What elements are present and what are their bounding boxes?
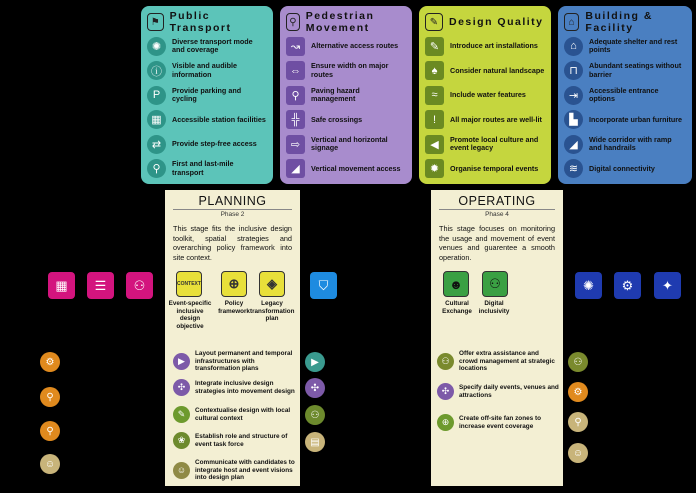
building-facility-item-label: Incorporate urban furniture [589, 114, 683, 124]
pedestrian-movement-item [286, 83, 406, 108]
document-icon: ▤ [305, 432, 325, 452]
pedestrian-movement-header [286, 10, 406, 34]
planning-step [173, 379, 295, 396]
design-quality-item-icon: ✹ [425, 159, 444, 178]
operating-description: This stage focuses on monitoring the usage and movement of event venues and guarentee a smooth operation. [439, 224, 555, 262]
operating-tool-icon: ⚇ [482, 271, 508, 297]
planning-tool-icon: CONTEXT [176, 271, 202, 297]
pedestrian-movement-title: Pedestrian Movement [305, 10, 375, 34]
public-transport-item-label: Visible and audible information [172, 61, 237, 79]
design-quality-item [425, 157, 545, 182]
lightbulb-icon: ✦ [654, 272, 681, 299]
planning-tool-label: Legacy transformation plan [250, 300, 295, 322]
public-transport-item-icon: ⇄ [147, 135, 166, 154]
operating-phase: Phase 4 [485, 211, 509, 218]
design-quality-item-icon: ! [425, 110, 444, 129]
public-transport-item [147, 157, 267, 182]
design-quality-header [425, 10, 545, 34]
pedestrian-movement-item [286, 34, 406, 59]
building-facility-item-label: Accessible entrance options [589, 85, 659, 104]
planning-step-icon: ✎ [173, 406, 190, 423]
gears-icon: ⚙ [40, 352, 60, 372]
pedestrian-movement-item-icon: ⇔ [286, 61, 305, 80]
network-icon: ✣ [305, 378, 325, 398]
public-transport-panel [141, 6, 273, 184]
design-quality-panel [419, 6, 551, 184]
design-quality-item-label: Consider natural landscape [450, 65, 545, 75]
public-transport-item [147, 83, 267, 108]
pedestrian-movement-item [286, 59, 406, 84]
planning-step [173, 459, 295, 482]
design-quality-item [425, 83, 545, 108]
public-transport-item-label: Provide parking and cycling [172, 85, 242, 104]
pedestrian-movement-item-label: Vertical and horizontal signage [311, 134, 388, 153]
planning-step-text: Layout permanent and temporal infrastructures with transformation plans [195, 350, 293, 373]
planning-tool-icon: ⊕ [221, 271, 247, 297]
planning-step-text: Contextualise design with local cultural context [195, 406, 291, 422]
public-transport-item-icon: ▦ [147, 110, 166, 129]
operating-tool-label: Cultural Exchange [442, 300, 472, 315]
public-transport-item-label: Provide step-free access [172, 139, 257, 148]
search-icon: ⚲ [40, 387, 60, 407]
design-quality-item [425, 108, 545, 133]
operating-tool-label: Digital inclusivity [478, 300, 510, 315]
pedestrian-movement-item [286, 157, 406, 182]
planning-step-icon: ▶ [173, 353, 190, 370]
building-facility-item-icon: ▙ [564, 110, 583, 129]
planning-title: PLANNING [173, 194, 292, 210]
design-quality-item [425, 59, 545, 84]
operating-step [437, 350, 559, 373]
public-transport-item [147, 59, 267, 84]
design-quality-item-label: Promote local culture and event legacy [450, 134, 539, 153]
public-transport-header [147, 10, 267, 34]
design-quality-item-label: Include water features [450, 90, 526, 99]
design-quality-item-icon: ♠ [425, 61, 444, 80]
public-transport-item-label: Accessible station facilities [172, 114, 266, 124]
design-quality-item-label: Introduce art installations [450, 41, 538, 50]
search-icon: ⚲ [568, 412, 588, 432]
building-facility-item-icon: ⌂ [564, 37, 583, 56]
planning-step [173, 350, 295, 373]
building-facility-item-label: Abundant seatings without barrier [589, 61, 682, 79]
public-transport-item [147, 108, 267, 133]
design-quality-item [425, 132, 545, 157]
pedestrian-movement-item [286, 132, 406, 157]
public-transport-item-label: First and last-mile transport [172, 159, 234, 177]
public-transport-item-icon: ⚲ [147, 159, 166, 178]
pedestrian-movement-item-icon: ╬ [286, 110, 305, 129]
operating-stage [431, 190, 563, 486]
shield-icon: ⛉ [310, 272, 337, 299]
public-transport-item-label: Diverse transport mode and coverage [172, 36, 253, 55]
building-facility-item [564, 83, 686, 108]
planning-step-text: Integrate inclusive design strategies into movement design [195, 379, 295, 395]
gears-icon: ⚙ [568, 382, 588, 402]
building-facility-item-label: Adequate shelter and rest points [589, 36, 678, 55]
building-facility-item [564, 108, 686, 133]
building-facility-panel [558, 6, 692, 184]
design-quality-title: Design Quality [449, 16, 544, 28]
building-facility-item-icon: ◢ [564, 135, 583, 154]
people-icon: ⚇ [305, 405, 325, 425]
gear-icon: ⚙ [614, 272, 641, 299]
public-transport-item-icon: P [147, 86, 166, 105]
operating-tool-icon: ☻ [443, 271, 469, 297]
building-facility-item [564, 157, 686, 182]
planning-step-icon: ☺ [173, 462, 190, 479]
design-quality-item-label: Organise temporal events [450, 163, 539, 173]
operating-step-text: Create off-site fan zones to increase event coverage [459, 414, 542, 430]
design-quality-item-label: All major routes are well-lit [450, 114, 542, 124]
building-facility-title: Building & Facility [585, 10, 653, 34]
pedestrian-movement-item-icon: ↝ [286, 37, 305, 56]
operating-step [437, 414, 559, 431]
planning-step-text: Establish role and structure of event task force [195, 432, 288, 448]
planning-phase: Phase 2 [220, 211, 245, 218]
operating-step [437, 383, 559, 400]
pedestrian-movement-item-icon: ⚲ [286, 86, 305, 105]
arrow-icon: ▶ [305, 352, 325, 372]
planning-description: This stage fits the inclusive design toolkit, spatial strategies and overarching policy framework into site context. [173, 224, 292, 262]
planning-step [173, 406, 295, 423]
planning-step-icon: ❀ [173, 432, 190, 449]
planning-tool-label: Event-specific inclusive design objective [168, 300, 212, 330]
planning-step [173, 432, 295, 449]
public-transport-item [147, 34, 267, 59]
public-transport-title: Public Transport [169, 10, 232, 34]
building-facility-item-icon: ⊓ [564, 61, 583, 80]
design-quality-item [425, 34, 545, 59]
operating-step-icon: ✣ [437, 383, 454, 400]
operating-step-icon: ⊕ [437, 414, 454, 431]
design-quality-item-icon: ✎ [425, 37, 444, 56]
network-icon: ✺ [575, 272, 602, 299]
operating-step-text: Offer extra assistance and crowd management at strategic locations [459, 350, 555, 373]
pedestrian-movement-item [286, 108, 406, 133]
pedestrian-movement-item-label: Paving hazard management [311, 85, 360, 104]
planning-tool-icon: ◈ [259, 271, 285, 297]
public-transport-item [147, 132, 267, 157]
pedestrian-movement-item-icon: ⇨ [286, 135, 305, 154]
building-facility-item [564, 132, 686, 157]
people-icon: ⚇ [568, 352, 588, 372]
operating-step-text: Specify daily events, venues and attractions [459, 383, 559, 399]
building-facility-item [564, 59, 686, 84]
search-icon: ⚲ [40, 421, 60, 441]
operating-title: OPERATING [439, 194, 555, 210]
building-facility-item-icon: ⇥ [564, 86, 583, 105]
pedestrian-movement-item-icon: ◢ [286, 159, 305, 178]
pedestrian-movement-item-label: Vertical movement access [311, 163, 401, 173]
building-facility-item-label: Wide corridor with ramp and handrails [589, 134, 672, 153]
design-quality-item-icon: ≈ [425, 86, 444, 105]
building-facility-header [564, 10, 686, 34]
people-icon: ⚇ [126, 272, 153, 299]
building-facility-icon: ⌂ [564, 13, 579, 31]
pedestrian-movement-item-label: Ensure width on major routes [311, 61, 389, 79]
public-transport-item-icon: ✺ [147, 37, 166, 56]
pedestrian-movement-panel [280, 6, 412, 184]
building-facility-item [564, 34, 686, 59]
chat-icon: ☺ [40, 454, 60, 474]
chat-icon: ☺ [568, 443, 588, 463]
building-facility-item-label: Digital connectivity [589, 163, 655, 173]
planning-step-icon: ✣ [173, 379, 190, 396]
planning-step-text: Communicate with candidates to integrate host and event visions into design plan [195, 459, 295, 482]
pedestrian-movement-icon: ⚲ [286, 13, 300, 31]
pedestrian-movement-item-label: Alternative access routes [311, 41, 399, 50]
building-facility-item-icon: ≋ [564, 159, 583, 178]
planning-tool-label: Policy framework [218, 300, 250, 315]
public-transport-item-icon: ⓘ [147, 61, 166, 80]
design-quality-icon: ✎ [425, 13, 443, 31]
public-transport-icon: ⚑ [147, 13, 164, 31]
design-quality-item-icon: ◀ [425, 135, 444, 154]
pedestrian-movement-item-label: Safe crossings [311, 114, 363, 124]
checklist-icon: ☰ [87, 272, 114, 299]
operating-step-icon: ⚇ [437, 353, 454, 370]
map-icon: ▦ [48, 272, 75, 299]
